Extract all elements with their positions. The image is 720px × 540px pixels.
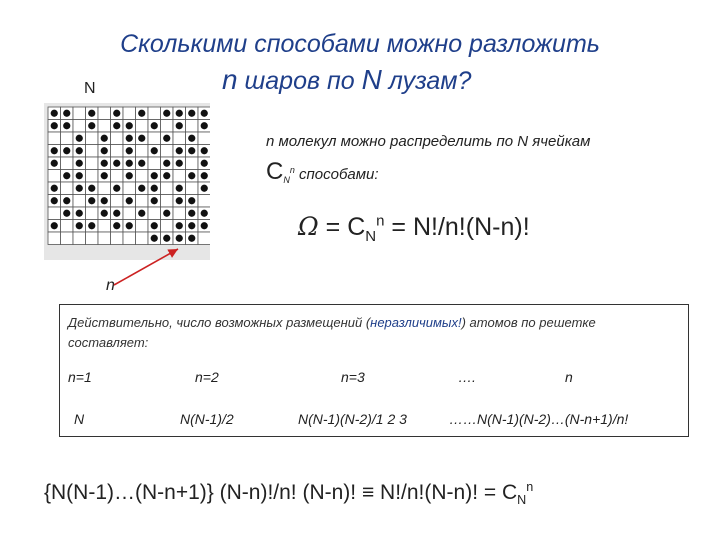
grid-cell	[48, 170, 61, 183]
desc-c: C	[266, 158, 284, 185]
desc-tail: способами:	[294, 166, 379, 183]
grid-cell	[98, 182, 111, 195]
grid-cell	[48, 232, 61, 245]
grid-cell	[123, 182, 136, 195]
bottom-formula	[44, 480, 533, 507]
grid-cell	[73, 195, 86, 208]
pointer-arrow	[110, 235, 190, 295]
slide-title-line1: Сколькими способами можно разложить	[120, 30, 600, 58]
molecule-dot	[163, 210, 170, 217]
description-line1: n молекул можно распределить по N ячейкам	[266, 133, 591, 150]
molecule-dot	[76, 210, 83, 217]
molecule-dot	[51, 122, 58, 129]
molecule-dot	[188, 222, 195, 229]
molecule-dot	[51, 160, 58, 167]
row1-cell: ….	[458, 369, 476, 385]
bottom-sup: n	[526, 480, 534, 494]
grid-cell	[48, 207, 61, 220]
grid-cell	[161, 195, 174, 208]
grid-cell	[123, 107, 136, 120]
box-intro-b: ) атомов по решетке составляет:	[68, 315, 596, 350]
row2-cell: N	[74, 411, 85, 427]
molecule-dot	[151, 222, 158, 229]
grid-cell	[98, 120, 111, 133]
molecule-dot	[88, 110, 95, 117]
grid-cell	[123, 207, 136, 220]
molecule-dot	[188, 210, 195, 217]
grid-cell	[198, 232, 210, 245]
molecule-dot	[88, 122, 95, 129]
molecule-dot	[201, 222, 208, 229]
grid-cell	[173, 132, 186, 145]
molecule-dot	[51, 185, 58, 192]
molecule-dot	[201, 210, 208, 217]
molecule-dot	[113, 122, 120, 129]
molecule-dot	[201, 185, 208, 192]
formula-sup: n	[376, 212, 385, 230]
grid-label-N: N	[84, 80, 96, 97]
grid-cell	[61, 157, 74, 170]
grid-cell	[136, 120, 149, 133]
grid-cell	[86, 207, 99, 220]
molecule-dot	[126, 122, 133, 129]
grid-cell	[136, 170, 149, 183]
row1-cell: n=2	[195, 369, 219, 385]
grid-cell	[86, 157, 99, 170]
grid-cell	[148, 107, 161, 120]
molecule-dot	[63, 147, 70, 154]
grid-cell	[73, 232, 86, 245]
grid-cell	[198, 132, 210, 145]
grid-cell	[73, 107, 86, 120]
grid-cell	[161, 120, 174, 133]
molecule-dot	[76, 185, 83, 192]
grid-cell	[73, 120, 86, 133]
molecule-dot	[176, 222, 183, 229]
molecule-dot	[201, 172, 208, 179]
molecule-dot	[51, 222, 58, 229]
molecule-dot	[101, 147, 108, 154]
row1-cell: n	[565, 369, 573, 385]
molecule-dot	[176, 160, 183, 167]
formula-rest: = N!/n!(N-n)!	[384, 213, 530, 241]
grid-cell	[98, 107, 111, 120]
grid-cell	[148, 157, 161, 170]
molecule-dot	[63, 172, 70, 179]
molecule-dot	[76, 222, 83, 229]
desc-sup: n	[289, 165, 295, 175]
molecule-dot	[126, 197, 133, 204]
molecule-dot	[176, 147, 183, 154]
molecule-dot	[113, 185, 120, 192]
omega-symbol: Ω	[298, 212, 319, 241]
molecule-dot	[76, 135, 83, 142]
row1-cell: n=1	[68, 369, 92, 385]
grid-cell	[148, 132, 161, 145]
molecule-dot	[113, 110, 120, 117]
slide-title-line2	[222, 64, 471, 96]
grid-cell	[61, 220, 74, 233]
bottom-sub: N	[517, 493, 527, 508]
row2-cell: N(N-1)(N-2)/1 2 3	[298, 411, 407, 427]
molecule-dot	[151, 172, 158, 179]
formula-sub: N	[365, 228, 377, 245]
grid-label-n: n	[106, 277, 115, 294]
molecule-dot	[101, 172, 108, 179]
title-n: n	[222, 64, 238, 95]
explanation-box	[59, 304, 689, 437]
grid-cell	[48, 132, 61, 145]
row1-cell: n=3	[341, 369, 365, 385]
molecule-dot	[113, 210, 120, 217]
grid-cell	[186, 157, 199, 170]
box-intro-highlight: неразличимых!	[370, 315, 462, 330]
molecule-dot	[138, 135, 145, 142]
grid-cell	[186, 182, 199, 195]
grid-cell	[111, 170, 124, 183]
grid-cell	[111, 195, 124, 208]
grid-cell	[61, 182, 74, 195]
title-end: лузам?	[381, 67, 472, 95]
grid-cell	[173, 170, 186, 183]
description-line2	[266, 158, 379, 186]
molecule-dot	[176, 122, 183, 129]
molecule-dot	[126, 172, 133, 179]
molecule-dot	[88, 185, 95, 192]
molecule-dot	[176, 110, 183, 117]
molecule-dot	[51, 147, 58, 154]
main-formula	[298, 212, 530, 245]
molecule-dot	[163, 172, 170, 179]
molecule-dot	[163, 160, 170, 167]
molecule-dot	[151, 197, 158, 204]
title-N: N	[361, 64, 382, 95]
molecule-dot	[126, 147, 133, 154]
molecule-dot	[76, 160, 83, 167]
molecule-dot	[163, 110, 170, 117]
row2-cell: N(N-1)/2	[180, 411, 234, 427]
molecule-dot	[138, 160, 145, 167]
molecule-dot	[188, 147, 195, 154]
box-intro	[68, 313, 678, 353]
grid-cell	[61, 132, 74, 145]
molecule-dot	[176, 185, 183, 192]
grid-cell	[61, 232, 74, 245]
molecule-dot	[126, 160, 133, 167]
molecule-dot	[188, 135, 195, 142]
grid-cell	[136, 195, 149, 208]
grid-cell	[111, 132, 124, 145]
molecule-dot	[126, 222, 133, 229]
molecule-dot	[201, 160, 208, 167]
molecule-dot	[188, 172, 195, 179]
molecule-dot	[101, 160, 108, 167]
box-intro-a: Действительно, число возможных размещений (	[68, 315, 371, 330]
grid-cell	[161, 182, 174, 195]
molecule-dot	[201, 122, 208, 129]
molecule-dot	[113, 160, 120, 167]
grid-cell	[111, 145, 124, 158]
molecule-dot	[63, 197, 70, 204]
grid-cell	[86, 145, 99, 158]
grid-cell	[136, 220, 149, 233]
molecule-dot	[63, 110, 70, 117]
molecule-dot	[101, 197, 108, 204]
row2-cell: ……N(N-1)(N-2)…(N-n+1)/n!	[449, 411, 629, 427]
grid-cell	[148, 207, 161, 220]
molecule-dot	[76, 172, 83, 179]
grid-cell	[136, 145, 149, 158]
molecule-dot	[76, 147, 83, 154]
grid-cell	[161, 145, 174, 158]
molecule-dot	[138, 110, 145, 117]
molecule-dot	[113, 222, 120, 229]
grid-cell	[173, 207, 186, 220]
molecule-dot	[151, 147, 158, 154]
molecule-dot	[63, 210, 70, 217]
bottom-expr: {N(N-1)…(N-n+1)} (N-n)!/n! (N-n)! ≡ N!/n!(N-n)! = C	[44, 481, 518, 504]
grid-cell	[86, 232, 99, 245]
molecule-dot	[201, 110, 208, 117]
grid-cell	[98, 232, 111, 245]
molecule-dot	[51, 110, 58, 117]
desc-sub: N	[283, 175, 290, 185]
formula-eq: = C	[318, 213, 366, 241]
molecule-dot	[188, 110, 195, 117]
molecule-dot	[63, 122, 70, 129]
molecule-dot	[101, 135, 108, 142]
title-mid: шаров по	[237, 67, 362, 95]
molecule-dot	[88, 197, 95, 204]
grid-cell	[198, 195, 210, 208]
molecule-dot	[151, 185, 158, 192]
molecule-dot	[138, 185, 145, 192]
molecule-dot	[163, 135, 170, 142]
molecule-dot	[188, 197, 195, 204]
molecule-dot	[138, 210, 145, 217]
molecule-dot	[51, 197, 58, 204]
molecule-dot	[201, 147, 208, 154]
grid-cell	[161, 220, 174, 233]
grid-cell	[86, 170, 99, 183]
grid-cell	[86, 132, 99, 145]
molecule-dot	[151, 122, 158, 129]
molecule-dot	[126, 135, 133, 142]
grid-cell	[186, 120, 199, 133]
grid-cell	[98, 220, 111, 233]
molecule-dot	[176, 197, 183, 204]
molecule-dot	[101, 210, 108, 217]
molecule-dot	[88, 222, 95, 229]
